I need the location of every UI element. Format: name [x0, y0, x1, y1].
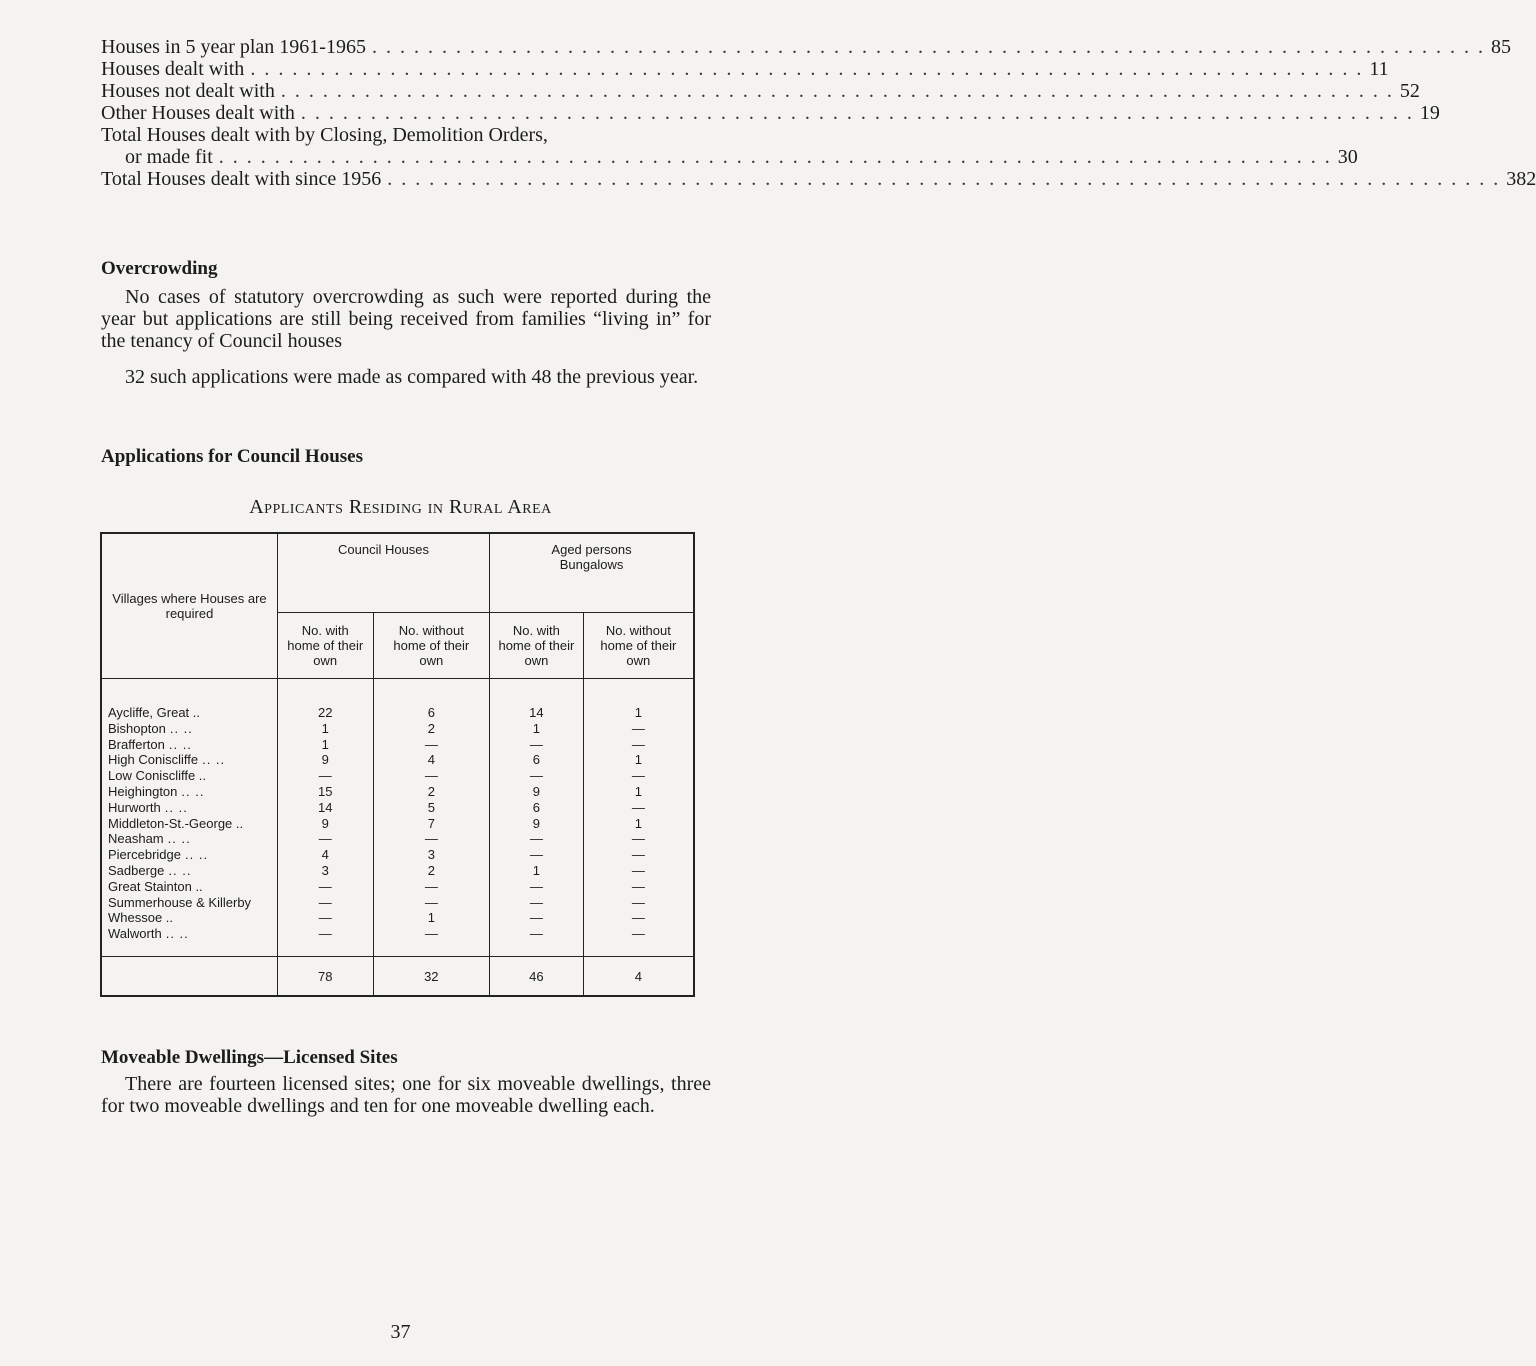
- summary-row: [101, 80, 1420, 102]
- village-row: [102, 863, 277, 879]
- table-cell-value: —: [631, 926, 645, 942]
- aged-without-home-column: [583, 679, 694, 957]
- village-name: High Coniscliffe: [108, 752, 199, 768]
- table-cell-value: —: [318, 878, 332, 894]
- applicants-subtitle: Applicants Residing in Rural Area: [249, 496, 552, 518]
- village-name: Middleton-St.-George ..: [108, 815, 244, 831]
- leader-dots: .. ..: [167, 831, 191, 847]
- table-cell-value: 22: [318, 705, 333, 720]
- village-name: Heighington: [108, 783, 178, 799]
- table-cell-value: —: [631, 831, 645, 847]
- table-cell-value: —: [318, 926, 332, 942]
- village-name: Hurworth: [108, 799, 161, 815]
- leader-dots: . . . . . . . . . . . . . . . . . . . . . . . . . . . . . . . . . . . . . . . . . . . . . . . . . . . . . . . . . . . . . . . . . . . . . . . . . . . . . . . .: [280, 80, 1394, 102]
- summary-value: 382: [1506, 168, 1536, 190]
- village-name: Piercebridge: [108, 847, 181, 863]
- village-row: [102, 752, 277, 768]
- sub-header-aged-with-home: [490, 613, 584, 679]
- village-name: Walworth: [108, 926, 162, 942]
- council-with-home-column: [277, 679, 373, 957]
- summary-value: 52: [1399, 80, 1420, 102]
- summary-label: Houses dealt with: [101, 58, 245, 80]
- sub-header-aged-without-home: [583, 613, 694, 679]
- table-cell-value: 7: [427, 815, 435, 831]
- table-cell-value: 15: [318, 783, 333, 799]
- table-cell-value: —: [631, 862, 645, 878]
- leader-dots: .. ..: [168, 736, 192, 752]
- summary-label: Houses in 5 year plan 1961-1965: [101, 36, 366, 58]
- table-cell-value: 5: [427, 799, 435, 815]
- village-row: [102, 768, 277, 784]
- table-cell-value: 1: [427, 910, 435, 926]
- table-cell-value: 1: [321, 720, 329, 736]
- council-houses-header: Council Houses: [277, 533, 489, 613]
- village-name: Neasham: [108, 831, 164, 847]
- village-name: Brafferton: [108, 736, 165, 752]
- table-cell-value: 2: [427, 720, 435, 736]
- table-cell-value: 9: [532, 815, 541, 831]
- total-council-with-home: 78: [277, 957, 373, 997]
- overcrowding-paragraph: No cases of statutory overcrowding as such were reported during the year but applications are still being received from families “living in” for the tenancy of Council houses: [101, 286, 711, 352]
- table-cell-value: 6: [427, 705, 435, 720]
- village-row: [102, 721, 277, 737]
- aged-persons-header-text: Aged persons Bungalows: [551, 542, 632, 572]
- leader-dots: .. ..: [202, 752, 226, 768]
- applications-table: [100, 532, 695, 997]
- village-row: [102, 879, 277, 895]
- table-cell-value: 2: [427, 783, 435, 799]
- table-cell-value: 14: [529, 705, 544, 720]
- table-cell-value: —: [424, 736, 438, 752]
- leader-dots: . . . . . . . . . . . . . . . . . . . . . . . . . . . . . . . . . . . . . . . . . . . . . . . . . . . . . . . . . . . . . . . . . . . . . . . . . . . . . . . .: [371, 36, 1485, 58]
- table-cell-value: —: [631, 736, 645, 752]
- table-cell-value: 1: [532, 720, 541, 736]
- table-cell-value: —: [529, 768, 543, 784]
- table-cell-value: —: [631, 878, 645, 894]
- leader-dots: .. ..: [185, 847, 209, 863]
- table-cell-value: —: [529, 878, 543, 894]
- village-row: [102, 895, 277, 911]
- moveable-dwellings-heading: Moveable Dwellings—Licensed Sites: [101, 1047, 398, 1068]
- sub-header-text: No. without home of their own: [600, 623, 677, 668]
- total-aged-without-home: 4: [583, 957, 694, 997]
- table-cell-value: —: [529, 736, 543, 752]
- summary-label: or made fit: [125, 146, 213, 168]
- aged-with-home-column: [490, 679, 584, 957]
- leader-dots: .. ..: [165, 926, 189, 942]
- village-row: [102, 926, 277, 942]
- leader-dots: .. ..: [181, 783, 205, 799]
- village-column: [101, 679, 277, 957]
- table-cell-value: —: [424, 768, 438, 784]
- table-cell-value: 4: [427, 752, 435, 768]
- table-cell-value: —: [631, 847, 645, 863]
- council-without-home-column: [373, 679, 490, 957]
- moveable-dwellings-paragraph: There are fourteen licensed sites; one for six moveable dwellings, three for two moveable dwellings and ten for one moveable dwelling each.: [101, 1073, 711, 1117]
- sub-header-text: No. without home of their own: [393, 623, 470, 668]
- table-cell-value: 1: [634, 815, 642, 831]
- village-name: Low Coniscliffe ..: [108, 768, 207, 784]
- summary-row: [101, 58, 1389, 80]
- leader-dots: .. ..: [168, 862, 192, 878]
- village-row: [102, 800, 277, 816]
- applications-heading: Applications for Council Houses: [101, 446, 363, 467]
- table-cell-value: 14: [318, 799, 333, 815]
- table-cell-value: —: [631, 768, 645, 784]
- summary-value: 85: [1490, 36, 1511, 58]
- table-cell-value: 1: [634, 783, 642, 799]
- summary-row: [101, 124, 711, 146]
- summary-label: Other Houses dealt with: [101, 102, 295, 124]
- summary-row: [101, 102, 1440, 124]
- summary-label: Total Houses dealt with by Closing, Demolition Orders,: [101, 124, 548, 146]
- summary-row: [101, 168, 1536, 190]
- table-cell-value: —: [424, 878, 438, 894]
- table-cell-value: —: [529, 847, 543, 863]
- summary-label: Total Houses dealt with since 1956: [101, 168, 382, 190]
- table-cell-value: 1: [634, 705, 642, 720]
- table-cell-value: 9: [321, 815, 329, 831]
- summary-value: 30: [1337, 146, 1358, 168]
- table-cell-value: 1: [634, 752, 642, 768]
- table-cell-value: 3: [321, 862, 329, 878]
- village-name: Great Stainton ..: [108, 878, 203, 894]
- table-cell-value: —: [424, 926, 438, 942]
- table-cell-value: —: [529, 894, 543, 910]
- sub-header-council-without-home: [373, 613, 490, 679]
- table-cell-value: 6: [532, 799, 541, 815]
- village-name: Bishopton: [108, 720, 166, 736]
- village-name: Summerhouse & Killerby: [108, 894, 252, 910]
- village-name: Sadberge: [108, 862, 165, 878]
- table-cell-value: —: [318, 910, 332, 926]
- table-cell-value: —: [631, 910, 645, 926]
- table-cell-value: —: [318, 768, 332, 784]
- village-row: [102, 784, 277, 800]
- aged-persons-header: [490, 533, 694, 613]
- village-row: [102, 705, 277, 721]
- page-number: 37: [390, 1321, 411, 1343]
- table-cell-value: 3: [427, 847, 435, 863]
- table-cell-value: 9: [532, 783, 541, 799]
- table-cell-value: 9: [321, 752, 329, 768]
- summary-value: 19: [1419, 102, 1440, 124]
- village-row: [102, 847, 277, 863]
- applications-count-paragraph: 32 such applications were made as compared with 48 the previous year.: [125, 366, 699, 388]
- village-row: [102, 737, 277, 753]
- table-cell-value: —: [424, 831, 438, 847]
- table-cell-value: —: [529, 831, 543, 847]
- village-name: Aycliffe, Great ..: [108, 705, 201, 720]
- totals-label-cell: [101, 957, 277, 997]
- total-aged-with-home: 46: [490, 957, 584, 997]
- table-cell-value: —: [529, 910, 543, 926]
- summary-label: Houses not dealt with: [101, 80, 275, 102]
- sub-header-text: No. with home of their own: [498, 623, 575, 668]
- leader-dots: . . . . . . . . . . . . . . . . . . . . . . . . . . . . . . . . . . . . . . . . . . . . . . . . . . . . . . . . . . . . . . . . . . . . . . . . . . . . . . . .: [250, 58, 1364, 80]
- sub-header-text: No. with home of their own: [287, 623, 364, 668]
- summary-row: [101, 36, 1511, 58]
- villages-header: Villages where Houses are required: [101, 533, 277, 679]
- table-cell-value: 2: [427, 862, 435, 878]
- table-cell-value: —: [631, 720, 645, 736]
- table-cell-value: —: [529, 926, 543, 942]
- village-row: [102, 910, 277, 926]
- leader-dots: . . . . . . . . . . . . . . . . . . . . . . . . . . . . . . . . . . . . . . . . . . . . . . . . . . . . . . . . . . . . . . . . . . . . . . . . . . . . . . . .: [387, 168, 1501, 190]
- table-cell-value: —: [631, 894, 645, 910]
- summary-value: 11: [1369, 58, 1389, 80]
- summary-row: [101, 146, 1358, 168]
- table-cell-value: 1: [321, 736, 329, 752]
- village-name: Whessoe ..: [108, 910, 174, 926]
- village-row: [102, 816, 277, 832]
- overcrowding-heading: Overcrowding: [101, 258, 218, 279]
- table-cell-value: 4: [321, 847, 329, 863]
- total-council-without-home: 32: [373, 957, 490, 997]
- village-row: [102, 831, 277, 847]
- table-cell-value: —: [631, 799, 645, 815]
- leader-dots: . . . . . . . . . . . . . . . . . . . . . . . . . . . . . . . . . . . . . . . . . . . . . . . . . . . . . . . . . . . . . . . . . . . . . . . . . . . . . . . .: [300, 102, 1414, 124]
- leader-dots: . . . . . . . . . . . . . . . . . . . . . . . . . . . . . . . . . . . . . . . . . . . . . . . . . . . . . . . . . . . . . . . . . . . . . . . . . . . . . . . .: [218, 146, 1332, 168]
- table-cell-value: —: [318, 831, 332, 847]
- leader-dots: .. ..: [164, 799, 188, 815]
- table-cell-value: —: [318, 894, 332, 910]
- leader-dots: .. ..: [169, 720, 193, 736]
- table-cell-value: 1: [532, 862, 541, 878]
- table-cell-value: 6: [532, 752, 541, 768]
- sub-header-council-with-home: [277, 613, 373, 679]
- houses-summary: [101, 36, 1536, 190]
- table-cell-value: —: [424, 894, 438, 910]
